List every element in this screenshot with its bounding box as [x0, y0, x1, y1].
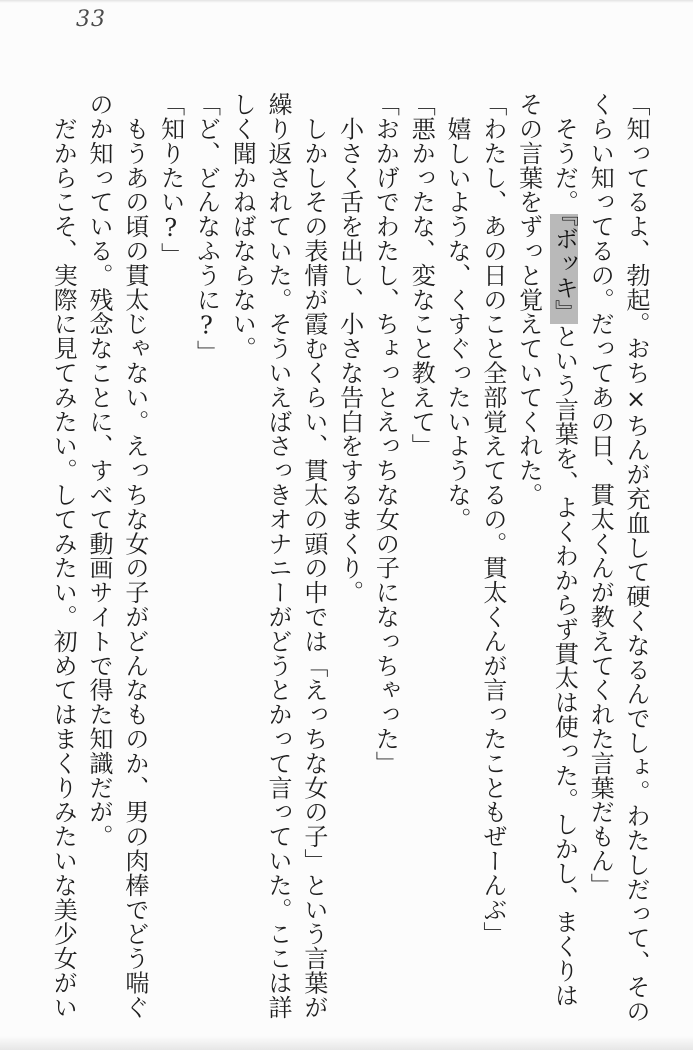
- emphasized-word: 『ボッキ』: [550, 214, 579, 324]
- text-column-6: 嬉しいような、くすぐったいような。: [443, 92, 472, 532]
- text-after-emphasis: という言葉を、よくわからず貫太は使った。しかし、まくりは: [550, 324, 579, 1008]
- text-column-1: 「知ってるよ、勃起。おち×ちんが充血して硬くなるんでしょ。わたしだって、その: [622, 92, 650, 1024]
- text-column-17: だからこそ、実際に見てみたい。してみたい。初めてはまくりみたいな美少女がい: [49, 92, 78, 1020]
- text-column-7: 「悪かったな、変なこと教えて」: [407, 92, 436, 458]
- text-column-13: 「ど、どんなふうに?」: [192, 92, 221, 365]
- text-column-4: その言葉をずっと覚えていてくれた。: [514, 92, 543, 507]
- text-column-5: 「わたし、あの日のこと全部覚えてるの。貫太くんが言ったこともぜーんぶ」: [478, 92, 507, 946]
- text-column-3: [546, 92, 582, 1022]
- text-column-10: しかしその表情が霞むくらい、貫太の頭の中では「えっちな女の子」という言葉が: [299, 92, 328, 1020]
- text-column-2: くらい知ってるの。だってあの日、貫太くんが教えてくれた言葉だもん」: [586, 92, 615, 898]
- page-number: 33: [76, 7, 106, 32]
- text-column-14: 「知りたい?」: [156, 92, 185, 267]
- text-column-8: 「おかげでわたし、ちょっとえっちな女の子になっちゃった」: [371, 92, 400, 776]
- text-column-12: しく聞かねばならない。: [228, 92, 257, 361]
- text-column-9: 小さく舌を出し、小さな告白をするまくり。: [335, 92, 364, 605]
- text-column-15: もうあの頃の貫太じゃない。えっちな女の子がどんなものか、男の肉棒でどう喘ぐ: [120, 92, 149, 1020]
- text-column-16: のか知っている。残念なことに、すべて動画サイトで得た知識だが。: [85, 92, 114, 849]
- text-column-11: 繰り返されていた。そういえばさっきオナニーがどうとかって言っていた。ここは詳: [264, 92, 293, 1020]
- text-block: [44, 92, 653, 1022]
- text-before-emphasis: そうだ。: [550, 92, 579, 214]
